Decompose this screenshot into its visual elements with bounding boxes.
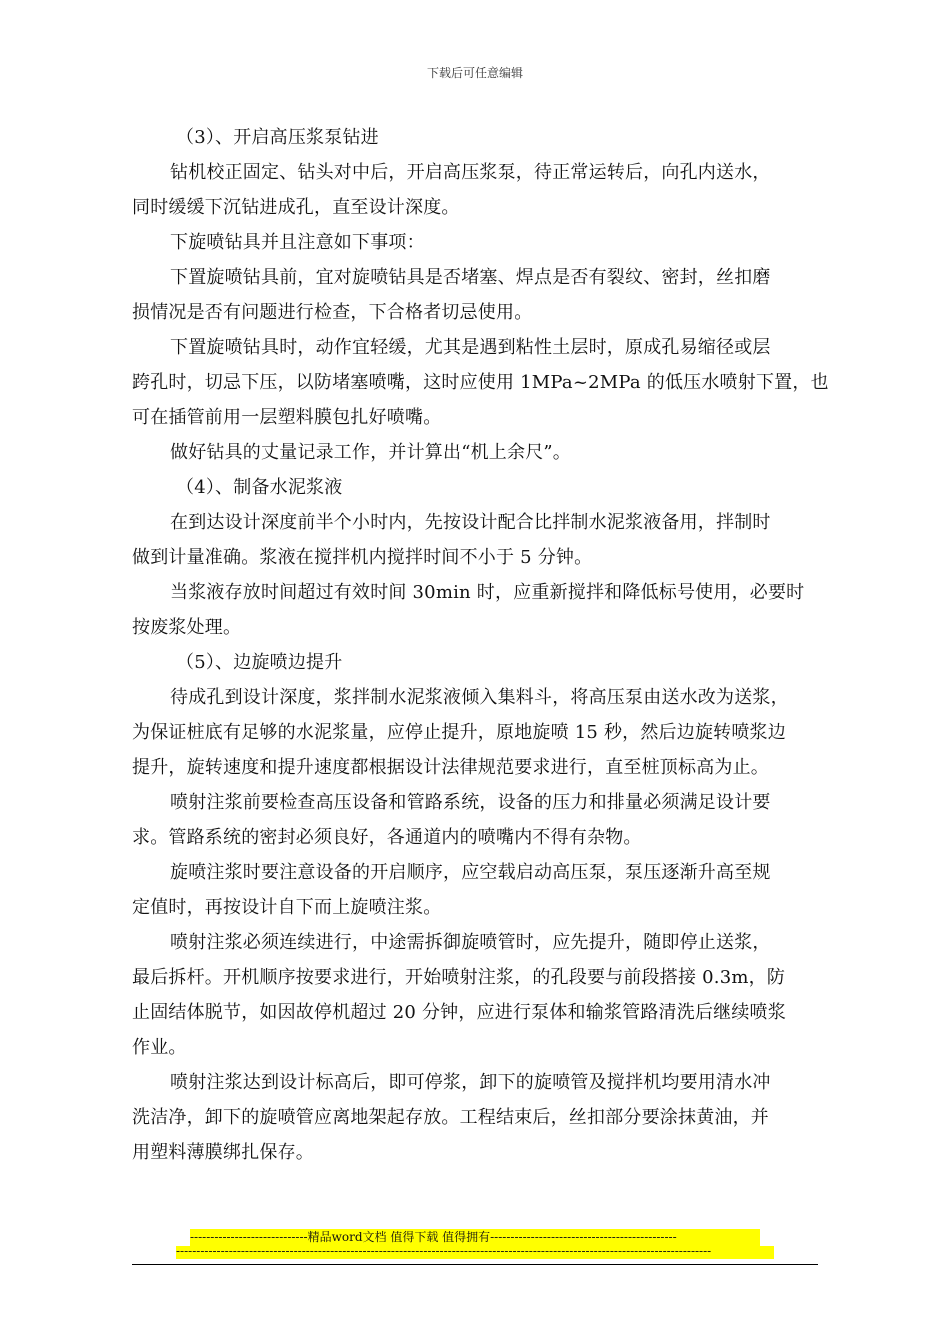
paragraph-line: 提升，旋转速度和提升速度都根据设计法律规范要求进行，直至桩顶标高为止。 [132, 757, 769, 778]
paragraph-line: 下置旋喷钻具时，动作宜轻缓，尤其是遇到粘性土层时，原成孔易缩径或层 [170, 337, 771, 358]
paragraph-line: 定值时，再按设计自下而上旋喷注浆。 [132, 897, 442, 918]
paragraph-line: 作业。 [132, 1037, 187, 1058]
paragraph-line: 洗洁净，卸下的旋喷管应离地架起存放。工程结束后，丝扣部分要涂抹黄油，并 [132, 1107, 769, 1128]
paragraph-line: 下置旋喷钻具前，宜对旋喷钻具是否堵塞、焊点是否有裂纹、密封，丝扣磨 [170, 267, 771, 288]
footer-banner: -----------------------------精品word文档 值得下载 值得拥有---------------------------------------------- [190, 1229, 760, 1246]
section-heading-4: （4）、制备水泥浆液 [176, 477, 343, 498]
paragraph-line: 在到达设计深度前半个小时内，先按设计配合比拌制水泥浆液备用，拌制时 [170, 512, 771, 533]
paragraph-line: 喷射注浆必须连续进行，中途需拆御旋喷管时，应先提升，随即停止送浆， [170, 932, 771, 953]
document-body [132, 120, 829, 1170]
section-heading-5: （5）、边旋喷边提升 [176, 652, 343, 673]
section-heading-3: （3）、开启高压浆泵钻进 [176, 127, 379, 148]
paragraph-line: 按废浆处理。 [132, 617, 242, 638]
paragraph-line: 喷射注浆前要检查高压设备和管路系统，设备的压力和排量必须满足设计要 [170, 792, 771, 813]
paragraph-line: 待成孔到设计深度，浆拌制水泥浆液倾入集料斗，将高压泵由送水改为送浆， [170, 687, 789, 708]
paragraph-line: 用塑料薄膜绑扎保存。 [132, 1142, 314, 1163]
paragraph-line: 为保证桩底有足够的水泥浆量，应停止提升，原地旋喷 15 秒，然后边旋转喷浆边 [132, 722, 786, 743]
paragraph-line: 最后拆杆。开机顺序按要求进行，开始喷射注浆，的孔段要与前段搭接 0.3m，防 [132, 967, 786, 988]
paragraph-line: 止固结体脱节，如因故停机超过 20 分钟，应进行泵体和输浆管路清洗后继续喷浆 [132, 1002, 786, 1023]
paragraph-line: 可在插管前用一层塑料膜包扎好喷嘴。 [132, 407, 442, 428]
footer-banner-dashes: ------------------------------------------------------------------------------------------------------------------------------------ [176, 1246, 774, 1259]
paragraph-line: 旋喷注浆时要注意设备的开启顺序，应空载启动高压泵，泵压逐渐升高至规 [170, 862, 771, 883]
footer-divider [132, 1264, 818, 1265]
paragraph-line: 做到计量准确。浆液在搅拌机内搅拌时间不小于 5 分钟。 [132, 547, 593, 568]
paragraph-line: 跨孔时，切忌下压，以防堵塞喷嘴，这时应使用 1MPa~2MPa 的低压水喷射下置，也 [132, 372, 829, 393]
paragraph-line: 钻机校正固定、钻头对中后，开启高压浆泵，待正常运转后，向孔内送水， [170, 162, 771, 183]
paragraph-line: 同时缓缓下沉钻进成孔，直至设计深度。 [132, 197, 460, 218]
paragraph-line: 做好钻具的丈量记录工作，并计算出“机上余尺”。 [170, 442, 572, 463]
page-header: 下载后可任意编辑 [426, 66, 523, 80]
paragraph-line: 喷射注浆达到设计标高后，即可停浆，卸下的旋喷管及搅拌机均要用清水冲 [170, 1072, 771, 1093]
paragraph-line: 下旋喷钻具并且注意如下事项： [170, 232, 425, 253]
paragraph-line: 求。管路系统的密封必须良好，各通道内的喷嘴内不得有杂物。 [132, 827, 642, 848]
paragraph-line: 损情况是否有问题进行检查，下合格者切忌使用。 [132, 302, 533, 323]
paragraph-line: 当浆液存放时间超过有效时间 30min 时，应重新搅拌和降低标号使用，必要时 [170, 582, 805, 603]
